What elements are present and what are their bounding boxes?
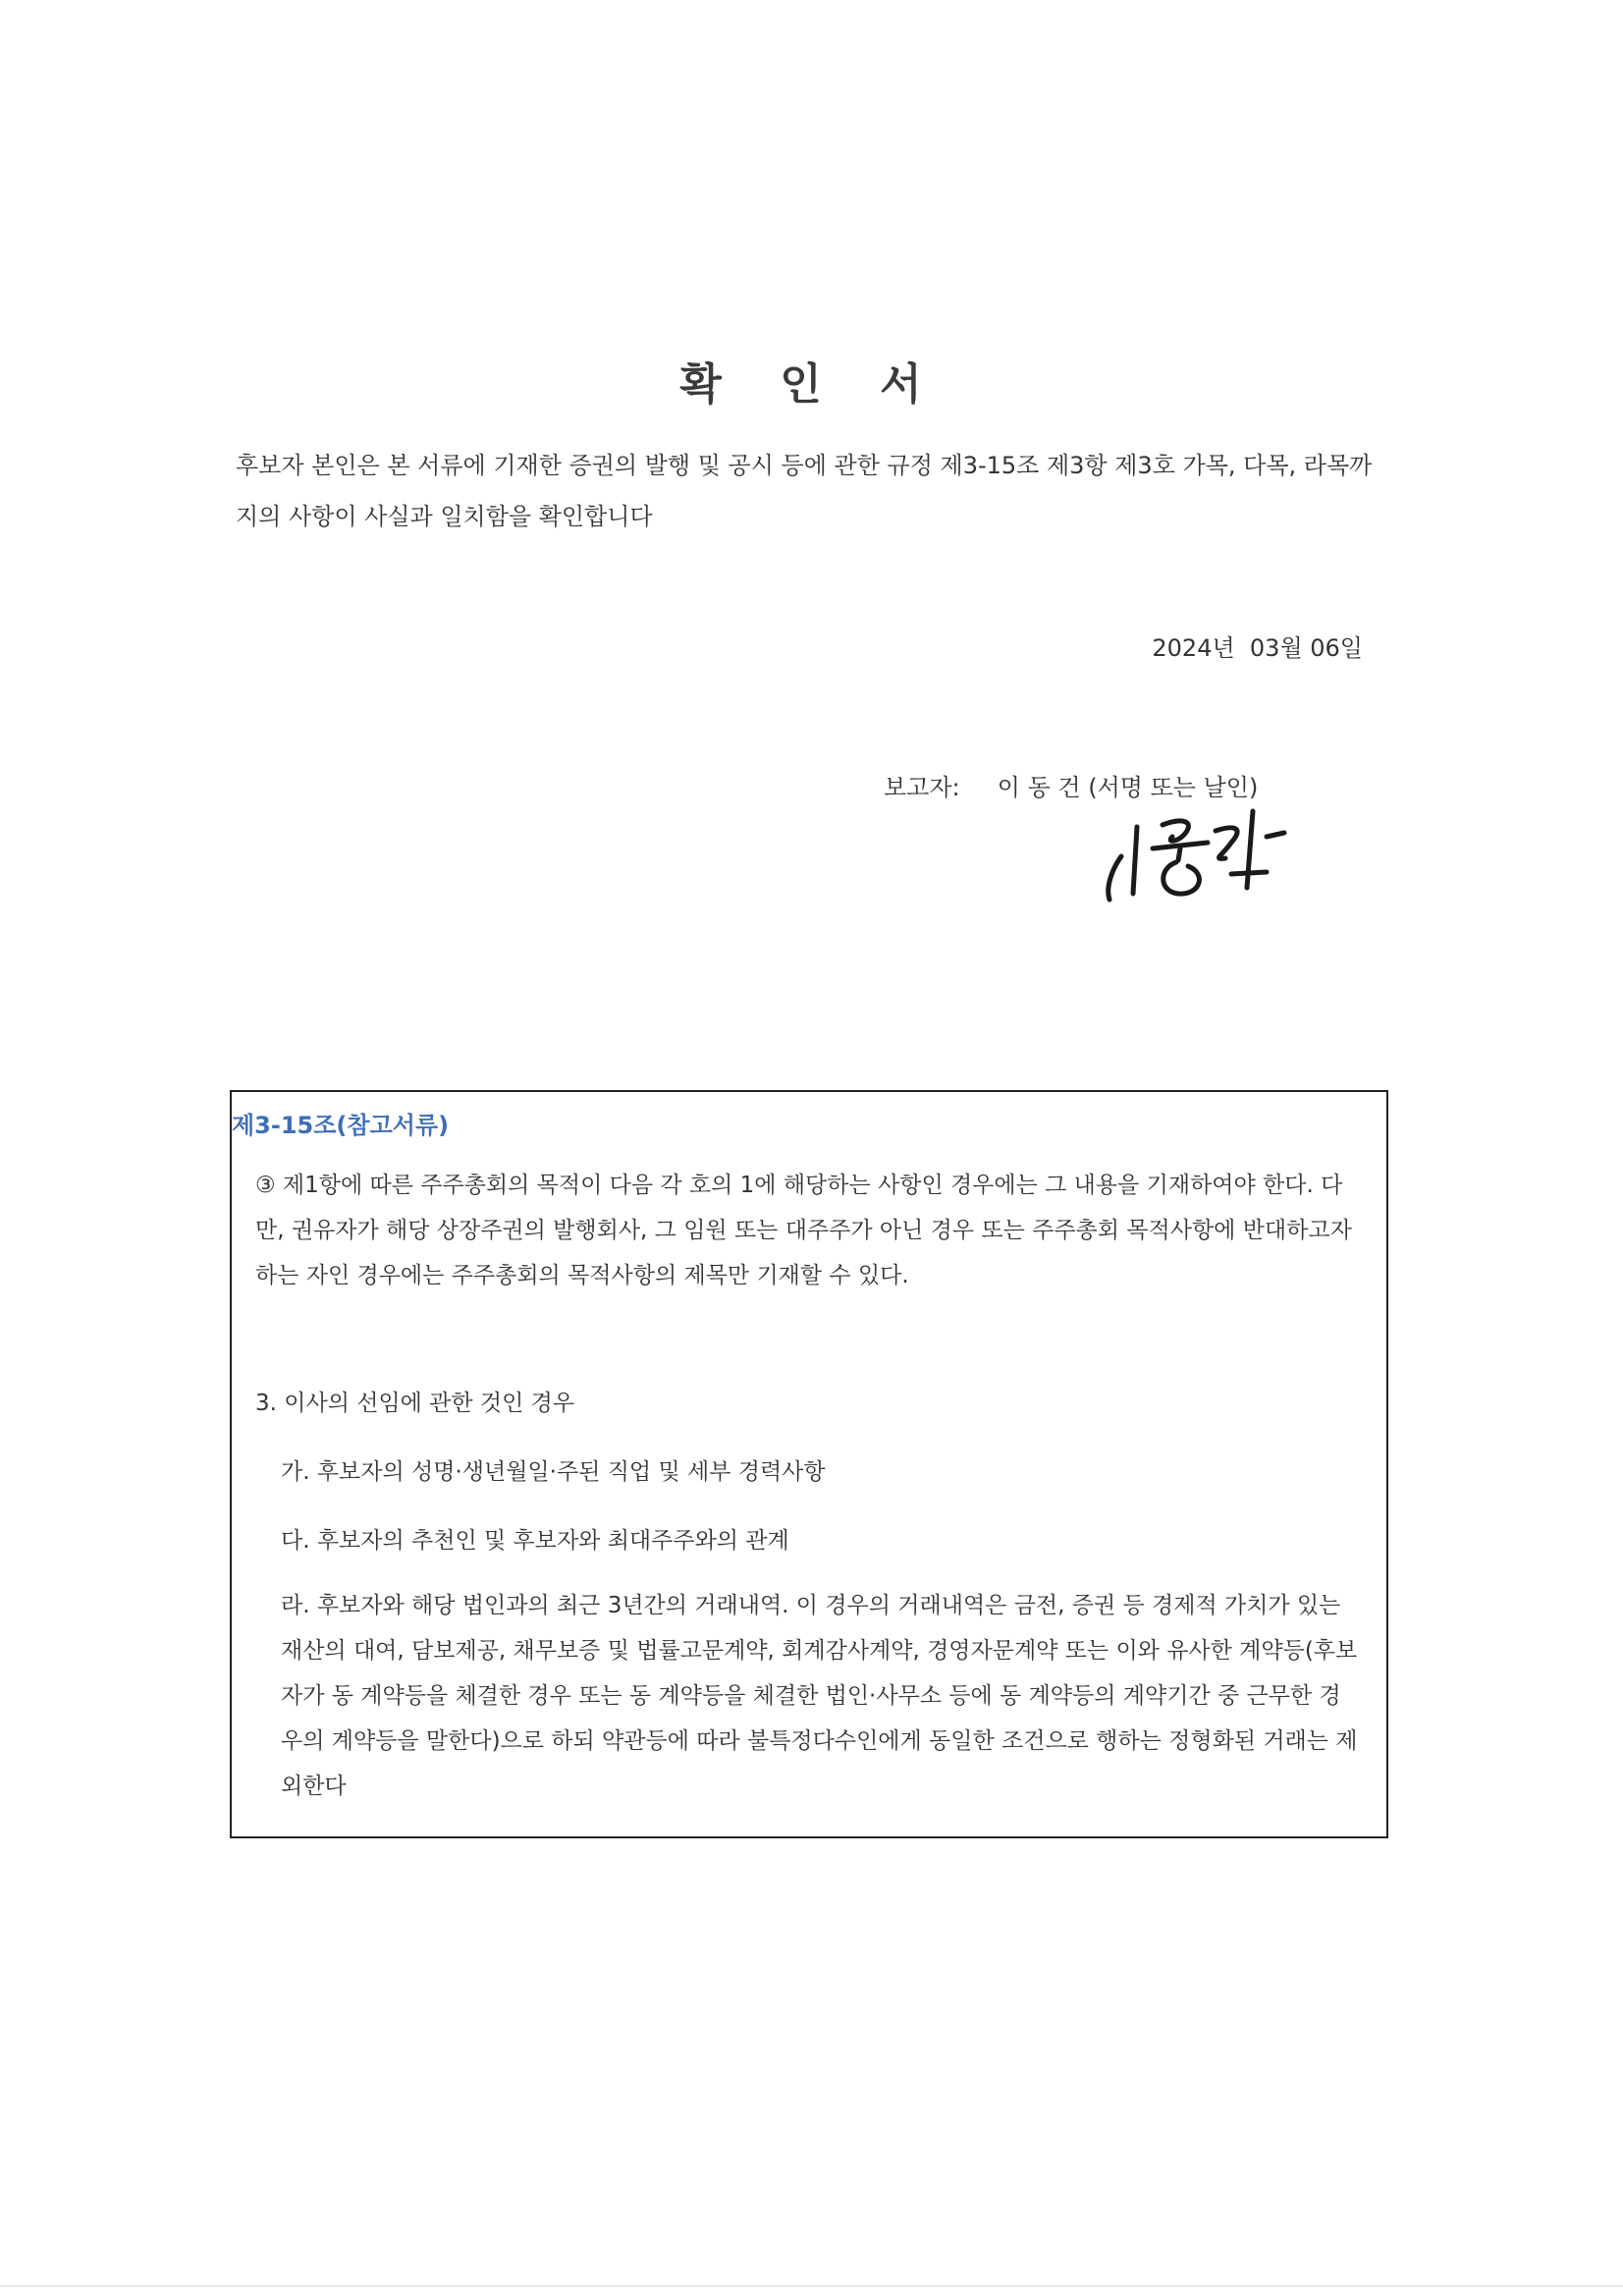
reporter-name: 이 동 건 (서명 또는 날인): [997, 774, 1259, 801]
document-date: 2024년 03월 06일: [1152, 634, 1363, 662]
reporter-label: 보고자:: [884, 774, 960, 801]
page-bottom-edge: [0, 2285, 1623, 2287]
reference-item-da: 다. 후보자의 추천인 및 후보자와 최대주주와의 관계: [281, 1528, 789, 1554]
document-title: 확 인 서: [679, 359, 944, 410]
reference-item-3: 3. 이사의 선임에 관한 것인 경우: [255, 1391, 575, 1416]
reference-item-ga: 가. 후보자의 성명·생년월일·주된 직업 및 세부 경력사항: [281, 1459, 826, 1485]
reference-box: [230, 1090, 1388, 1838]
confirmation-statement: 후보자 본인은 본 서류에 기재한 증권의 발행 및 공시 등에 관한 규정 제3-15조 제3항 제3호 가목, 다목, 라목까지의 사항이 사실과 일치함을 확인합니다: [236, 452, 1373, 530]
handwritten-signature: [1098, 797, 1294, 915]
reference-heading: 제3-15조(참고서류): [232, 1112, 450, 1139]
reference-item-ra: 라. 후보자와 해당 법인과의 최근 3년간의 거래내역. 이 경우의 거래내역은 금전, 증권 등 경제적 가치가 있는 재산의 대여, 담보제공, 채무보증 및 법률고문계약, 회계감사계약, 경영자문계약 또는 이와 유사한 계약등(후보자가 동 계약등을 체결한 경우 또는 동 계약등을 체결한 법인·사무소 등에 동 계약등의 계약기간 중 근무한 경우의 계약등을 말한다)으로 하되 약관등에 따라 불특정다수인에게 동일한 조건으로 행하는 정형화된 거래는 제외한다: [281, 1593, 1358, 1799]
reference-paragraph-3: ③ 제1항에 따른 주주총회의 목적이 다음 각 호의 1에 해당하는 사항인 경우에는 그 내용을 기재하여야 한다. 다만, 권유자가 해당 상장주권의 발행회사, 그 임원 또는 대주주가 아닌 경우 또는 주주총회 목적사항에 반대하고자 하는 자인 경우에는 주주총회의 목적사항의 제목만 기재할 수 있다.: [255, 1173, 1352, 1288]
